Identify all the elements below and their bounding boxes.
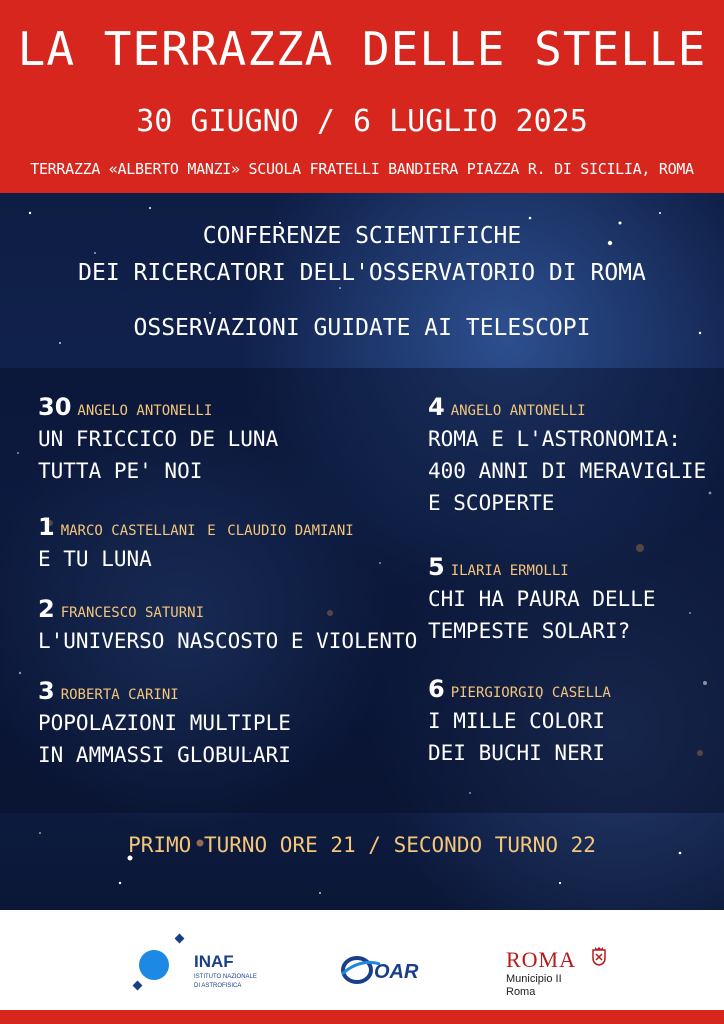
talk-speaker: ILARIA ERMOLLI bbox=[450, 563, 569, 579]
sponsor-footer bbox=[0, 910, 724, 1010]
inaf-subtitle-2: DI ASTROFISICA bbox=[194, 983, 242, 989]
talk-july-6 bbox=[428, 675, 611, 769]
talk-speaker-joiner: E bbox=[207, 523, 216, 539]
inaf-wordmark bbox=[194, 952, 257, 990]
inaf-logo-icon bbox=[130, 932, 190, 992]
inaf-subtitle-1: ISTITUTO NAZIONALE bbox=[194, 974, 257, 980]
session-times: PRIMO TURNO ORE 21 / SECONDO TURNO 22 bbox=[128, 833, 596, 857]
poster-header bbox=[0, 0, 724, 193]
talk-title-line: I MILLE COLORI bbox=[428, 709, 606, 733]
talk-title-line: E TU LUNA bbox=[38, 547, 152, 571]
talk-day: 3 bbox=[38, 677, 55, 705]
roma-crest-icon bbox=[592, 946, 606, 966]
inaf-name: INAF bbox=[194, 952, 234, 971]
poster-title: LA TERRAZZA DELLE STELLE bbox=[17, 22, 707, 76]
footer-red-bar bbox=[0, 1010, 724, 1024]
intro-line-2: DEI RICERCATORI DELL'OSSERVATORIO DI ROMA bbox=[78, 260, 646, 286]
talk-day: 30 bbox=[38, 393, 72, 421]
talk-july-3 bbox=[38, 677, 291, 771]
talk-title-line: CHI HA PAURA DELLE bbox=[428, 587, 656, 611]
talk-title-line: POPOLAZIONI MULTIPLE bbox=[38, 711, 291, 735]
talk-june-30 bbox=[38, 393, 278, 487]
talk-speaker: PIERGIORGIO CASELLA bbox=[450, 685, 611, 701]
talk-speaker-2: CLAUDIO DAMIANI bbox=[227, 523, 354, 539]
intro-line-3: OSSERVAZIONI GUIDATE AI TELESCOPI bbox=[133, 315, 591, 341]
talk-july-1 bbox=[38, 513, 354, 575]
intro-line-1: CONFERENZE SCIENTIFICHE bbox=[202, 223, 522, 249]
talk-title-line: 400 ANNI DI MERAVIGLIE bbox=[428, 459, 707, 483]
talk-day: 6 bbox=[428, 675, 445, 703]
talk-speaker: ROBERTA CARINI bbox=[60, 687, 179, 703]
talk-july-4 bbox=[428, 393, 706, 519]
roma-subtitle-2: Roma bbox=[506, 986, 536, 998]
roma-municipio-logo bbox=[506, 947, 576, 999]
talk-title-line: DEI BUCHI NERI bbox=[428, 741, 606, 765]
talk-speaker: ANGELO ANTONELLI bbox=[450, 403, 586, 419]
roma-name: ROMA bbox=[506, 947, 577, 972]
talk-day: 4 bbox=[428, 393, 445, 421]
roma-subtitle-1: Municipio II bbox=[506, 973, 562, 985]
talk-speaker: ANGELO ANTONELLI bbox=[77, 403, 213, 419]
talk-july-5 bbox=[428, 553, 656, 647]
talk-title-line: E SCOPERTE bbox=[428, 491, 555, 515]
talk-title-line: L'UNIVERSO NASCOSTO E VIOLENTO bbox=[38, 629, 418, 653]
talk-title-line: TEMPESTE SOLARI? bbox=[428, 619, 631, 643]
talk-day: 5 bbox=[428, 553, 445, 581]
starfield-section bbox=[0, 193, 724, 910]
talk-day: 1 bbox=[38, 513, 55, 541]
talk-title-line: UN FRICCICO DE LUNA bbox=[38, 427, 279, 451]
talk-title-line: ROMA E L'ASTRONOMIA: bbox=[428, 427, 681, 451]
oar-wordmark: OAR bbox=[374, 961, 419, 983]
talk-title-line: TUTTA PE' NOI bbox=[38, 459, 203, 483]
oar-logo-icon bbox=[340, 950, 420, 990]
talk-day: 2 bbox=[38, 595, 55, 623]
event-dates: 30 GIUGNO / 6 LUGLIO 2025 bbox=[136, 104, 588, 139]
talk-title-line: IN AMMASSI GLOBULARI bbox=[38, 743, 291, 767]
event-venue: TERRAZZA «ALBERTO MANZI» SCUOLA FRATELLI BANDIERA PIAZZA R. DI SICILIA, ROMA bbox=[30, 160, 694, 178]
talk-speaker: FRANCESCO SATURNI bbox=[60, 605, 204, 621]
talk-july-2 bbox=[38, 595, 417, 657]
talk-speaker: MARCO CASTELLANI bbox=[60, 523, 196, 539]
